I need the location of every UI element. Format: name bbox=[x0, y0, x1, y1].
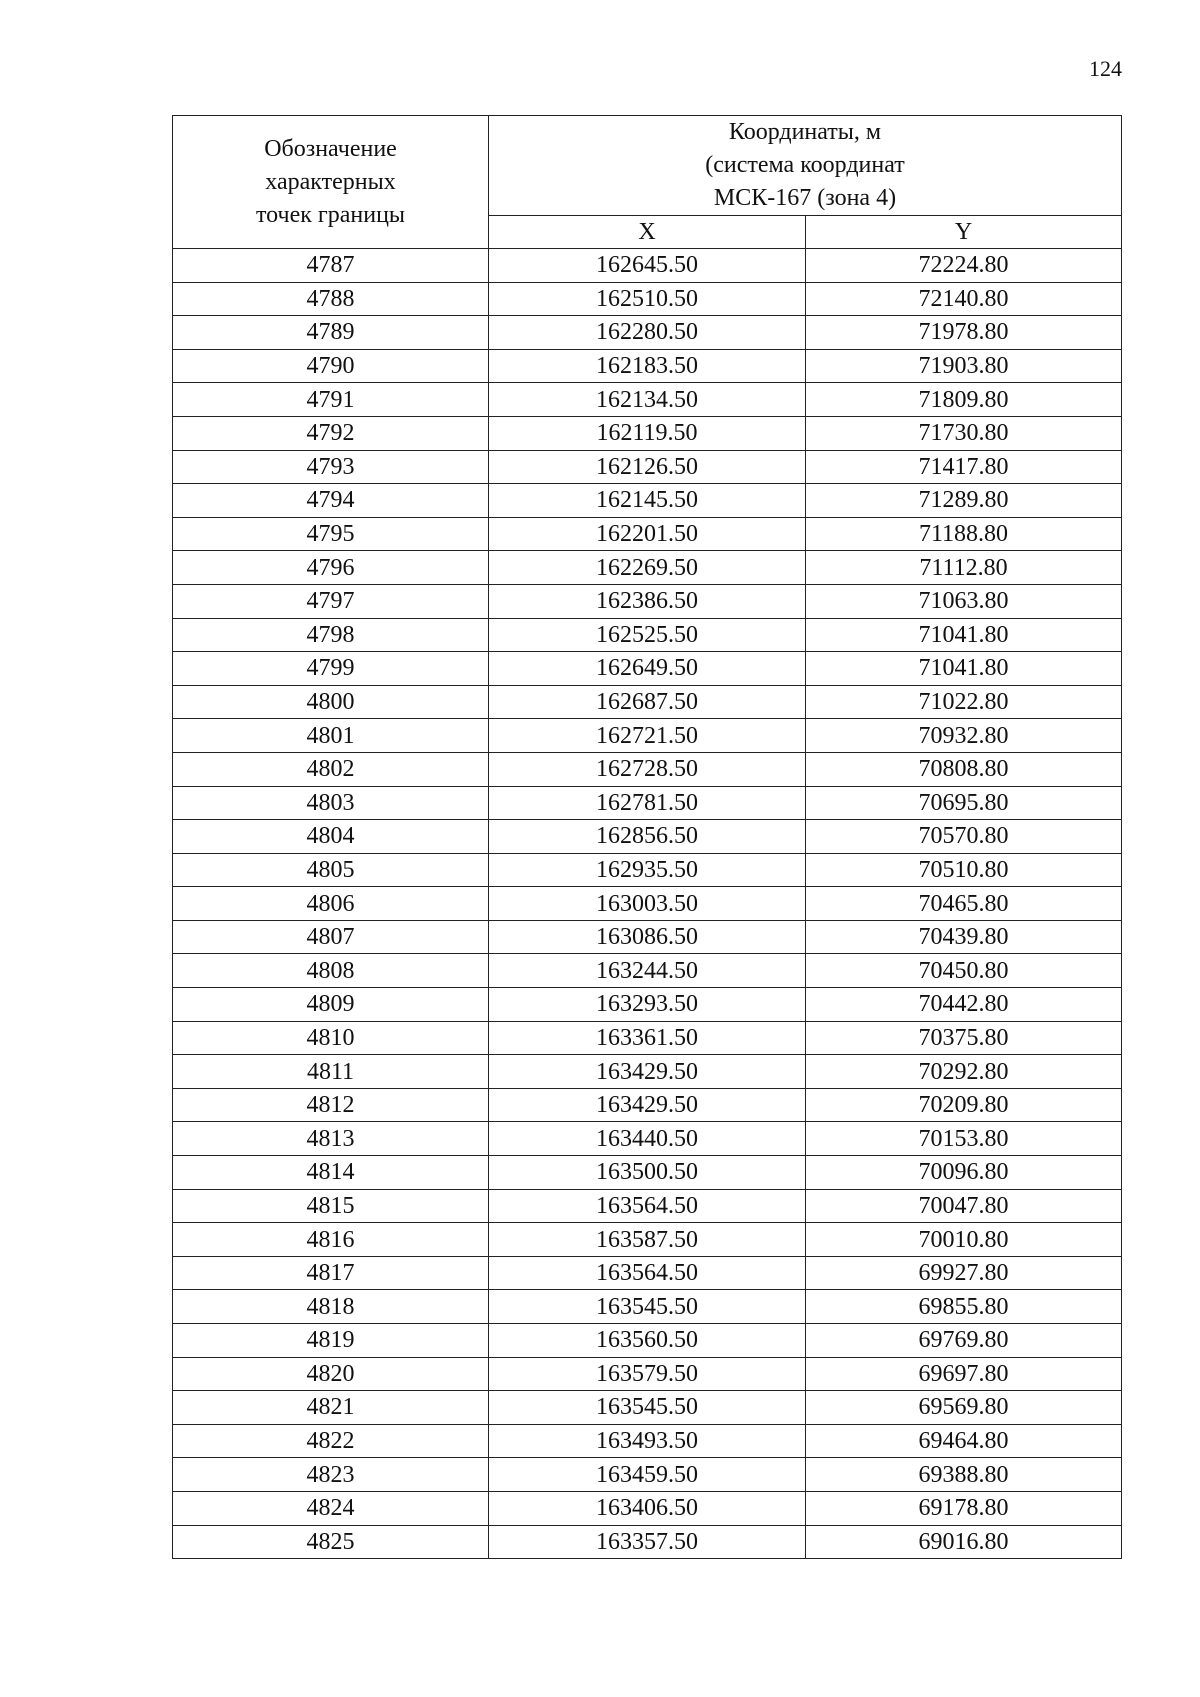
table-row bbox=[173, 752, 1122, 786]
cell-y: 70047.80 bbox=[806, 1189, 1122, 1223]
table-row bbox=[173, 853, 1122, 887]
cell-point: 4798 bbox=[173, 618, 489, 652]
cell-x: 162721.50 bbox=[489, 719, 806, 753]
cell-x: 163429.50 bbox=[489, 1055, 806, 1089]
cell-x: 163440.50 bbox=[489, 1122, 806, 1156]
cell-x: 163545.50 bbox=[489, 1290, 806, 1324]
cell-x: 162856.50 bbox=[489, 820, 806, 854]
cell-x: 163579.50 bbox=[489, 1357, 806, 1391]
table-row bbox=[173, 820, 1122, 854]
cell-point: 4811 bbox=[173, 1055, 489, 1089]
cell-x: 162183.50 bbox=[489, 349, 806, 383]
cell-y: 69464.80 bbox=[806, 1424, 1122, 1458]
table-row bbox=[173, 1189, 1122, 1223]
table-row bbox=[173, 988, 1122, 1022]
table-body bbox=[173, 249, 1122, 1559]
cell-x: 162134.50 bbox=[489, 383, 806, 417]
cell-y: 69016.80 bbox=[806, 1525, 1122, 1559]
cell-y: 71809.80 bbox=[806, 383, 1122, 417]
cell-point: 4788 bbox=[173, 282, 489, 316]
cell-y: 70450.80 bbox=[806, 954, 1122, 988]
cell-y: 71188.80 bbox=[806, 517, 1122, 551]
cell-x: 162145.50 bbox=[489, 484, 806, 518]
table-row bbox=[173, 1458, 1122, 1492]
cell-x: 163564.50 bbox=[489, 1189, 806, 1223]
cell-y: 71022.80 bbox=[806, 685, 1122, 719]
cell-y: 70932.80 bbox=[806, 719, 1122, 753]
table-row bbox=[173, 1256, 1122, 1290]
table-row bbox=[173, 517, 1122, 551]
cell-point: 4791 bbox=[173, 383, 489, 417]
cell-y: 70570.80 bbox=[806, 820, 1122, 854]
table-row bbox=[173, 719, 1122, 753]
cell-y: 70808.80 bbox=[806, 752, 1122, 786]
cell-x: 163086.50 bbox=[489, 920, 806, 954]
table-row bbox=[173, 416, 1122, 450]
cell-point: 4789 bbox=[173, 316, 489, 350]
table-row bbox=[173, 383, 1122, 417]
cell-x: 163406.50 bbox=[489, 1491, 806, 1525]
table-row bbox=[173, 786, 1122, 820]
cell-point: 4794 bbox=[173, 484, 489, 518]
table-row bbox=[173, 1357, 1122, 1391]
table-row bbox=[173, 618, 1122, 652]
cell-x: 163493.50 bbox=[489, 1424, 806, 1458]
table-row bbox=[173, 1223, 1122, 1257]
cell-x: 162510.50 bbox=[489, 282, 806, 316]
cell-y: 69178.80 bbox=[806, 1491, 1122, 1525]
cell-x: 163564.50 bbox=[489, 1256, 806, 1290]
cell-point: 4825 bbox=[173, 1525, 489, 1559]
cell-x: 162649.50 bbox=[489, 652, 806, 686]
table-row bbox=[173, 1525, 1122, 1559]
cell-x: 162119.50 bbox=[489, 416, 806, 450]
coordinates-table bbox=[172, 115, 1122, 1559]
cell-x: 162525.50 bbox=[489, 618, 806, 652]
header-x: X bbox=[489, 216, 806, 249]
cell-point: 4807 bbox=[173, 920, 489, 954]
cell-x: 163244.50 bbox=[489, 954, 806, 988]
cell-x: 162386.50 bbox=[489, 584, 806, 618]
table-row bbox=[173, 1021, 1122, 1055]
cell-y: 70153.80 bbox=[806, 1122, 1122, 1156]
cell-y: 71903.80 bbox=[806, 349, 1122, 383]
cell-point: 4820 bbox=[173, 1357, 489, 1391]
cell-y: 71112.80 bbox=[806, 551, 1122, 585]
cell-point: 4823 bbox=[173, 1458, 489, 1492]
table-row bbox=[173, 954, 1122, 988]
cell-y: 71417.80 bbox=[806, 450, 1122, 484]
table-row bbox=[173, 450, 1122, 484]
cell-y: 70439.80 bbox=[806, 920, 1122, 954]
cell-y: 70510.80 bbox=[806, 853, 1122, 887]
table-row bbox=[173, 1122, 1122, 1156]
cell-point: 4805 bbox=[173, 853, 489, 887]
cell-point: 4803 bbox=[173, 786, 489, 820]
cell-point: 4792 bbox=[173, 416, 489, 450]
cell-y: 72140.80 bbox=[806, 282, 1122, 316]
cell-y: 70096.80 bbox=[806, 1156, 1122, 1190]
cell-point: 4824 bbox=[173, 1491, 489, 1525]
cell-point: 4810 bbox=[173, 1021, 489, 1055]
cell-point: 4808 bbox=[173, 954, 489, 988]
cell-point: 4821 bbox=[173, 1391, 489, 1425]
cell-point: 4822 bbox=[173, 1424, 489, 1458]
table-row bbox=[173, 652, 1122, 686]
table-row bbox=[173, 1290, 1122, 1324]
table-row bbox=[173, 1491, 1122, 1525]
cell-y: 69388.80 bbox=[806, 1458, 1122, 1492]
cell-y: 71289.80 bbox=[806, 484, 1122, 518]
cell-y: 70375.80 bbox=[806, 1021, 1122, 1055]
table-row bbox=[173, 1324, 1122, 1358]
table-row bbox=[173, 584, 1122, 618]
table-row bbox=[173, 316, 1122, 350]
cell-x: 162687.50 bbox=[489, 685, 806, 719]
cell-point: 4815 bbox=[173, 1189, 489, 1223]
cell-x: 162935.50 bbox=[489, 853, 806, 887]
cell-point: 4806 bbox=[173, 887, 489, 921]
cell-y: 69769.80 bbox=[806, 1324, 1122, 1358]
cell-x: 163361.50 bbox=[489, 1021, 806, 1055]
cell-point: 4818 bbox=[173, 1290, 489, 1324]
cell-y: 71063.80 bbox=[806, 584, 1122, 618]
header-y: Y bbox=[806, 216, 1122, 249]
table-row bbox=[173, 1156, 1122, 1190]
table-row bbox=[173, 920, 1122, 954]
cell-y: 69927.80 bbox=[806, 1256, 1122, 1290]
table-row bbox=[173, 685, 1122, 719]
cell-point: 4800 bbox=[173, 685, 489, 719]
table-row bbox=[173, 887, 1122, 921]
cell-x: 163545.50 bbox=[489, 1391, 806, 1425]
cell-x: 163560.50 bbox=[489, 1324, 806, 1358]
cell-y: 72224.80 bbox=[806, 249, 1122, 283]
cell-x: 162269.50 bbox=[489, 551, 806, 585]
cell-x: 162201.50 bbox=[489, 517, 806, 551]
cell-x: 163003.50 bbox=[489, 887, 806, 921]
cell-y: 71978.80 bbox=[806, 316, 1122, 350]
table-row bbox=[173, 1055, 1122, 1089]
header-point-designation bbox=[173, 116, 489, 249]
cell-x: 163429.50 bbox=[489, 1088, 806, 1122]
table-row bbox=[173, 249, 1122, 283]
cell-x: 163500.50 bbox=[489, 1156, 806, 1190]
cell-point: 4814 bbox=[173, 1156, 489, 1190]
cell-point: 4801 bbox=[173, 719, 489, 753]
cell-point: 4795 bbox=[173, 517, 489, 551]
cell-y: 69569.80 bbox=[806, 1391, 1122, 1425]
cell-point: 4787 bbox=[173, 249, 489, 283]
cell-x: 163293.50 bbox=[489, 988, 806, 1022]
cell-y: 70292.80 bbox=[806, 1055, 1122, 1089]
cell-point: 4802 bbox=[173, 752, 489, 786]
cell-point: 4793 bbox=[173, 450, 489, 484]
cell-y: 70695.80 bbox=[806, 786, 1122, 820]
cell-point: 4816 bbox=[173, 1223, 489, 1257]
table-row bbox=[173, 1391, 1122, 1425]
cell-y: 69697.80 bbox=[806, 1357, 1122, 1391]
cell-x: 162645.50 bbox=[489, 249, 806, 283]
cell-point: 4809 bbox=[173, 988, 489, 1022]
cell-y: 71730.80 bbox=[806, 416, 1122, 450]
header-point-designation-label: Обозначение характерных точек границы bbox=[255, 135, 406, 228]
cell-point: 4790 bbox=[173, 349, 489, 383]
table-row bbox=[173, 484, 1122, 518]
cell-x: 163587.50 bbox=[489, 1223, 806, 1257]
cell-point: 4799 bbox=[173, 652, 489, 686]
cell-point: 4797 bbox=[173, 584, 489, 618]
cell-y: 70010.80 bbox=[806, 1223, 1122, 1257]
cell-point: 4819 bbox=[173, 1324, 489, 1358]
cell-y: 69855.80 bbox=[806, 1290, 1122, 1324]
cell-y: 70209.80 bbox=[806, 1088, 1122, 1122]
cell-point: 4796 bbox=[173, 551, 489, 585]
cell-x: 162728.50 bbox=[489, 752, 806, 786]
cell-x: 162280.50 bbox=[489, 316, 806, 350]
table-row bbox=[173, 551, 1122, 585]
table-row bbox=[173, 1088, 1122, 1122]
cell-y: 71041.80 bbox=[806, 618, 1122, 652]
cell-point: 4813 bbox=[173, 1122, 489, 1156]
cell-point: 4817 bbox=[173, 1256, 489, 1290]
cell-y: 71041.80 bbox=[806, 652, 1122, 686]
cell-x: 163357.50 bbox=[489, 1525, 806, 1559]
cell-point: 4804 bbox=[173, 820, 489, 854]
cell-y: 70442.80 bbox=[806, 988, 1122, 1022]
cell-point: 4812 bbox=[173, 1088, 489, 1122]
cell-x: 163459.50 bbox=[489, 1458, 806, 1492]
cell-x: 162781.50 bbox=[489, 786, 806, 820]
cell-x: 162126.50 bbox=[489, 450, 806, 484]
table-row bbox=[173, 1424, 1122, 1458]
page-number: 124 bbox=[1089, 56, 1122, 81]
cell-y: 70465.80 bbox=[806, 887, 1122, 921]
header-coordinates-label: Координаты, м (система координат МСК-167 (зона 4) bbox=[705, 119, 905, 211]
table-row bbox=[173, 349, 1122, 383]
table-row bbox=[173, 282, 1122, 316]
header-coordinates bbox=[489, 116, 1122, 216]
table-header bbox=[173, 116, 1122, 249]
